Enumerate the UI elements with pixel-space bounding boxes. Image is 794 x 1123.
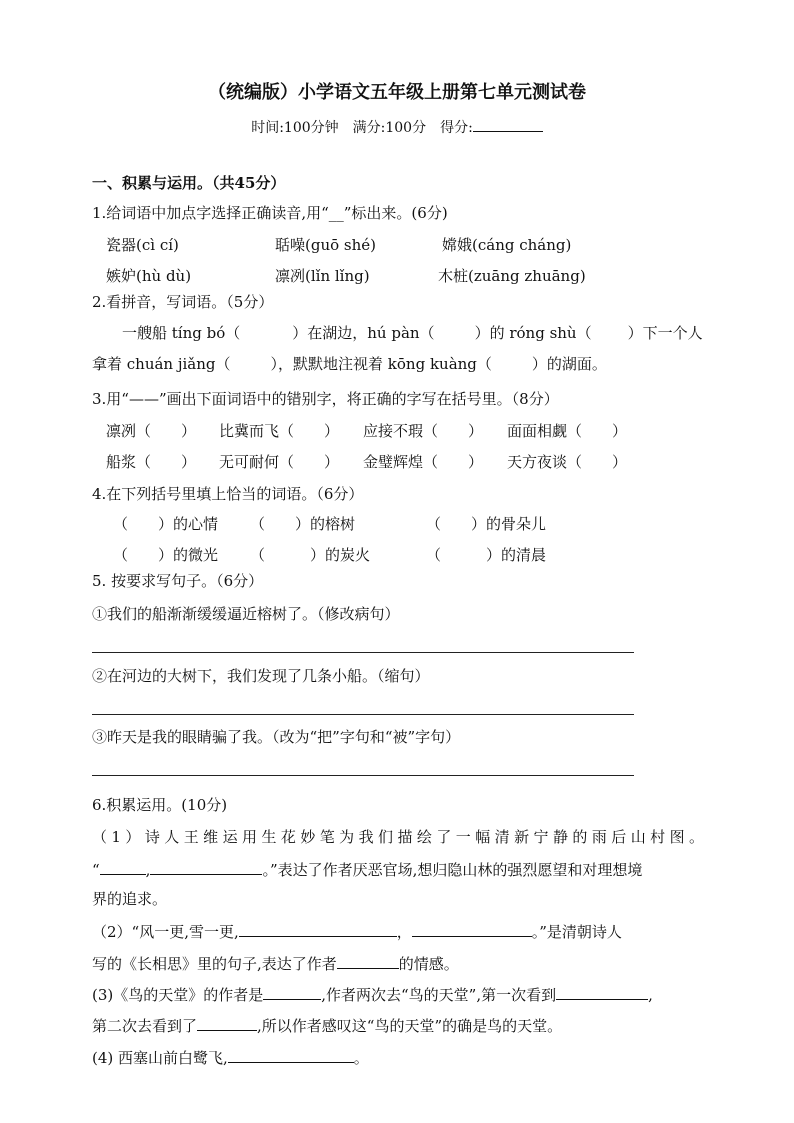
q6-blank[interactable] — [239, 923, 397, 937]
q2-line-2 — [92, 357, 607, 372]
q6-text: 。 — [353, 1049, 369, 1067]
section-1-heading: 一、积累与运用。（共45分） — [92, 174, 286, 192]
q6-text: 。”表达了作者厌恶官场,想归隐山林的强烈愿望和对理想境 — [262, 861, 643, 879]
q1-item[interactable]: 凛冽(lǐn lǐng) — [275, 267, 370, 285]
q6-text: , — [145, 861, 151, 879]
exam-meta — [0, 118, 794, 135]
q1-item[interactable]: 木桩(zuāng zhuāng) — [438, 267, 586, 285]
q6-blank[interactable] — [228, 1049, 354, 1063]
q6-text: 的情感。 — [398, 955, 459, 973]
q6-text: ,所以作者感叹这“鸟的天堂”的确是鸟的天堂。 — [257, 1017, 563, 1035]
q4-item[interactable]: （ ）的骨朵儿 — [426, 515, 547, 533]
q1-prompt: 1.给词语中加点字选择正确读音,用“__”标出来。(6分) — [92, 204, 448, 222]
q6-part-3-line-1 — [92, 986, 653, 1003]
q2-text: ）的 róng shù（ — [474, 324, 592, 342]
q3-word[interactable]: 天方夜谈（ ） — [507, 453, 628, 471]
q3-word[interactable]: 凛冽（ ） — [106, 422, 197, 440]
q4-item[interactable]: （ ）的微光 — [113, 546, 219, 564]
q3-prompt: 3.用“——”画出下面词语中的错别字，将正确的字写在括号里。（8分） — [92, 390, 559, 408]
q2-line-1 — [122, 326, 703, 341]
q6-blank[interactable] — [556, 986, 648, 1000]
exam-meta-text: 时间:100分钟 满分:100分 得分: — [251, 120, 473, 136]
q4-item[interactable]: （ ）的榕树 — [250, 515, 356, 533]
q5-answer-line-1[interactable] — [92, 652, 634, 653]
q6-text: (4) 西塞山前白鹭飞, — [92, 1049, 228, 1067]
q6-text: (3)《鸟的天堂》的作者是 — [92, 986, 264, 1004]
q6-blank[interactable] — [337, 955, 399, 969]
q4-item[interactable]: （ ）的清晨 — [426, 546, 547, 564]
q6-part-4-line-1 — [92, 1049, 369, 1066]
q6-part-1-line-3: 界的追求。 — [92, 890, 168, 908]
q5-sentence-1: ①我们的船渐渐缓缓逼近榕树了。（修改病句） — [92, 605, 400, 623]
q6-part-1-line-2 — [92, 861, 642, 878]
q6-text: “ — [92, 861, 100, 879]
q6-blank[interactable] — [263, 986, 321, 1000]
q2-text: 拿着 chuán jiǎng（ — [92, 355, 231, 373]
q2-text: ），默默地注视着 kōng kuàng（ — [270, 355, 492, 373]
q6-blank[interactable] — [412, 923, 532, 937]
q5-sentence-3: ③昨天是我的眼睛骗了我。（改为“把”字句和“被”字句） — [92, 728, 461, 746]
q3-word[interactable]: 面面相觑（ ） — [507, 422, 628, 440]
q6-prompt: 6.积累运用。(10分) — [92, 796, 228, 814]
q2-text: ）在湖边，hú pàn（ — [292, 324, 435, 342]
q4-item[interactable]: （ ）的炭火 — [250, 546, 371, 564]
q2-text: 一艘船 tíng bó（ — [122, 324, 241, 342]
q6-text: , — [648, 986, 653, 1004]
q6-part-3-line-2 — [92, 1017, 562, 1034]
q1-item[interactable]: 聒噪(guō shé) — [275, 236, 377, 254]
q5-answer-line-2[interactable] — [92, 714, 634, 715]
q3-word[interactable]: 船浆（ ） — [106, 453, 197, 471]
q2-prompt: 2.看拼音，写词语。（5分） — [92, 293, 274, 311]
q6-text: 写的《长相思》里的句子,表达了作者 — [92, 955, 337, 973]
score-blank[interactable] — [473, 118, 543, 132]
q6-blank[interactable] — [197, 1017, 257, 1031]
q6-part-1-line-1: （1）诗人王维运用生花妙笔为我们描绘了一幅清新宁静的雨后山村图。 — [92, 828, 704, 846]
q6-part-2-line-1 — [92, 923, 622, 940]
q2-text: ）的湖面。 — [531, 355, 607, 373]
q3-word[interactable]: 比冀而飞（ ） — [219, 422, 340, 440]
q1-item[interactable]: 瓷器(cì cí) — [106, 236, 179, 254]
q6-text: （2）“风一更,雪一更, — [92, 923, 239, 941]
q5-prompt: 5. 按要求写句子。（6分） — [92, 572, 264, 590]
q1-item[interactable]: 嫦娥(cáng cháng) — [442, 236, 572, 254]
q4-item[interactable]: （ ）的心情 — [113, 515, 219, 533]
q6-part-2-line-2 — [92, 955, 459, 972]
q6-text: ,作者两次去“鸟的天堂”,第一次看到 — [321, 986, 557, 1004]
exam-title: （统编版）小学语文五年级上册第七单元测试卷 — [208, 82, 586, 103]
q6-blank[interactable] — [100, 861, 146, 875]
q3-word[interactable]: 应接不瑕（ ） — [363, 422, 484, 440]
q6-text: 第二次去看到了 — [92, 1017, 198, 1035]
q6-blank[interactable] — [150, 861, 262, 875]
q6-text: ， — [396, 923, 412, 941]
q3-word[interactable]: 金璧辉煌（ ） — [363, 453, 484, 471]
q2-text: ）下一个人 — [627, 324, 703, 342]
q4-prompt: 4.在下列括号里填上恰当的词语。（6分） — [92, 485, 364, 503]
q5-sentence-2: ②在河边的大树下，我们发现了几条小船。（缩句） — [92, 667, 430, 685]
q1-item[interactable]: 嫉妒(hù dù) — [106, 267, 192, 285]
q6-text: 。”是清朝诗人 — [531, 923, 622, 941]
q5-answer-line-3[interactable] — [92, 775, 634, 776]
q3-word[interactable]: 无可耐何（ ） — [219, 453, 340, 471]
